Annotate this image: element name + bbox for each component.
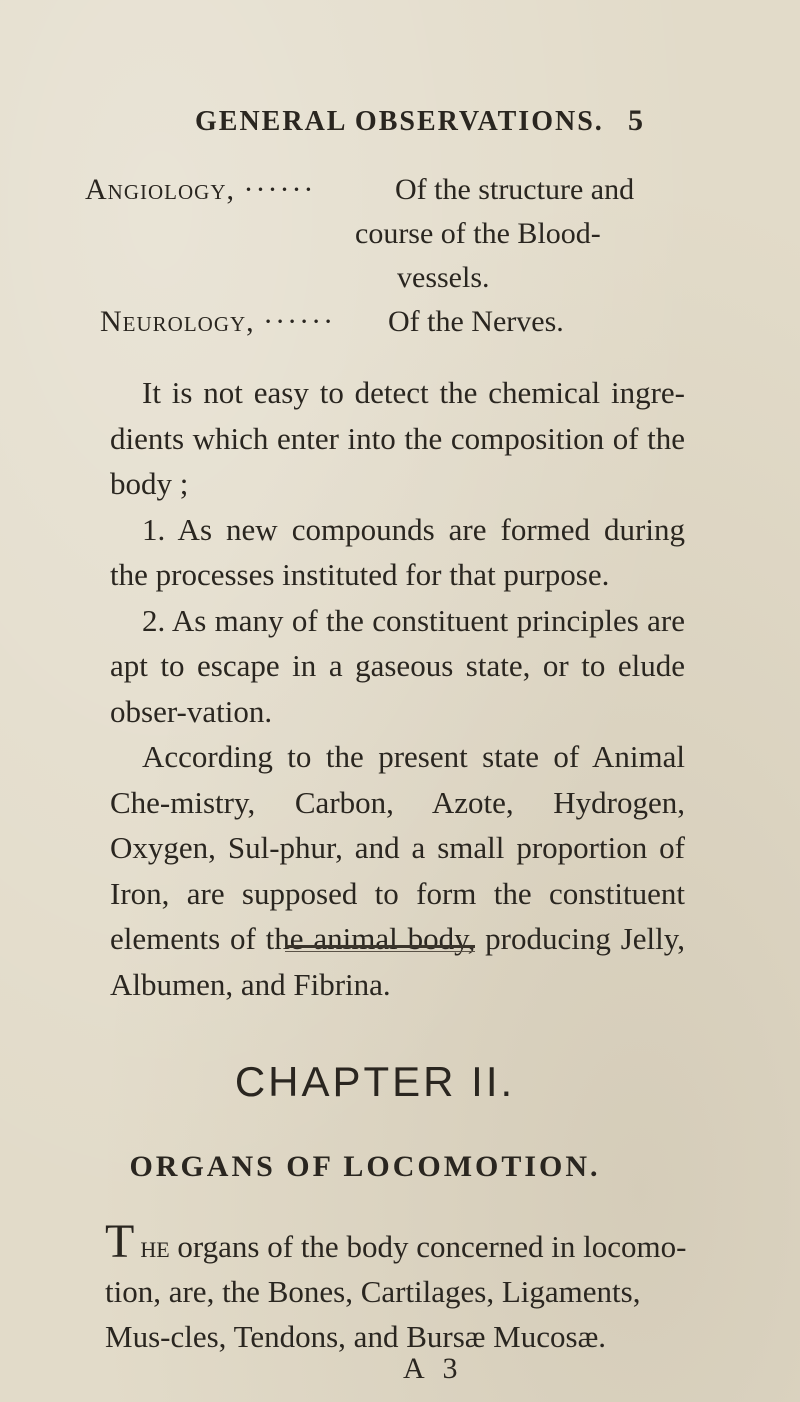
- chapter-opening-paragraph: [105, 1215, 690, 1359]
- definition-text-line: vessels.: [397, 261, 490, 294]
- running-head: [0, 106, 800, 146]
- chapter-title: CHAPTER II.: [234, 1058, 516, 1105]
- paragraph-chemistry: According to the present state of Animal Che-mistry, Carbon, Azote, Hydrogen, Oxygen, Sul-phur, and a small proportion of Iron, are supposed to form the constituent elements of the animal body, producing Jelly, Albumen, and Fibrina.: [110, 739, 685, 1002]
- running-title: GENERAL OBSERVATIONS.: [195, 106, 604, 137]
- signature-mark: A 3: [403, 1352, 464, 1385]
- paragraph-intro: It is not easy to detect the chemical ingre-dients which enter into the composition of the body ;: [110, 375, 685, 501]
- paragraph-point-2: 2. As many of the constituent principles are apt to escape in a gaseous state, or to elude obser-vation.: [110, 602, 685, 729]
- section-divider-thin: [285, 951, 475, 952]
- definition-text-line: course of the Blood-: [355, 217, 601, 250]
- body-paragraphs: [110, 370, 685, 1007]
- chapter-opening-text: organs of the body concerned in locomo-tion, are, the Bones, Cartilages, Ligaments, Mus-cles, Tendons, and Bursæ Mucosæ.: [105, 1229, 687, 1354]
- page-number: 5: [628, 104, 643, 137]
- section-divider: [285, 945, 475, 948]
- drop-cap-rest: he: [140, 1229, 170, 1264]
- paragraph-point-1: 1. As new compounds are formed during the processes instituted for that purpose.: [110, 511, 685, 592]
- section-title: ORGANS OF LOCOMOTION.: [129, 1150, 601, 1183]
- drop-cap: T: [105, 1215, 135, 1268]
- definition-term: Angiology, ······: [85, 173, 316, 206]
- definition-text-line: Of the structure and: [395, 173, 635, 206]
- definition-text-line: Of the Nerves.: [388, 305, 564, 338]
- definition-term: Neurology, ······: [100, 305, 336, 338]
